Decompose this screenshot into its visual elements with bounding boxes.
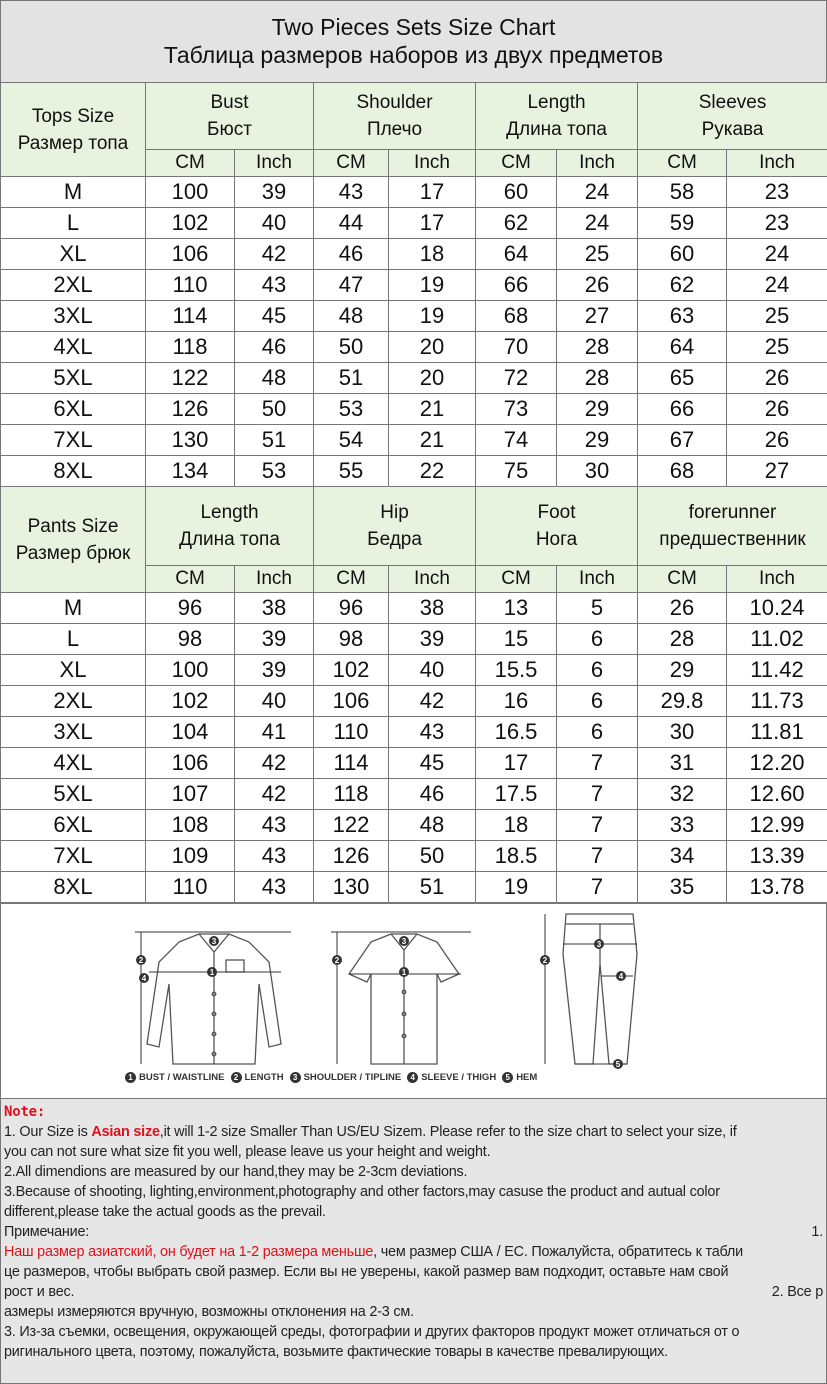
unit-inch: Inch [727,566,827,593]
tops-value-cell: 50 [235,394,314,425]
tops-value-cell: 26 [727,394,827,425]
unit-cm: CM [638,150,727,177]
unit-inch: Inch [389,150,476,177]
tops-value-cell: 64 [476,239,557,270]
pants-size-header: Pants Size Размер брюк [1,487,146,593]
pants-value-cell: 43 [235,810,314,841]
pants-value-cell: 11.73 [727,686,827,717]
svg-text:2: 2 [542,956,548,965]
svg-text:3: 3 [596,940,602,949]
tops-value-cell: 62 [476,208,557,239]
unit-inch: Inch [389,566,476,593]
legend-label: LENGTH [244,1072,284,1083]
pants-size-cell: XL [1,655,146,686]
tops-value-cell: 28 [557,363,638,394]
pants-value-cell: 16 [476,686,557,717]
tops-value-cell: 106 [146,239,235,270]
pants-value-cell: 15 [476,624,557,655]
unit-inch: Inch [235,566,314,593]
pants-value-cell: 42 [389,686,476,717]
pants-row [1,593,827,624]
pants-value-cell: 39 [235,624,314,655]
note-line-3: 2.All dimendions are measured by our hand,they may be 2-3cm deviations. [4,1164,468,1180]
pants-row [1,810,827,841]
tops-value-cell: 43 [314,177,389,208]
pants-value-cell: 29 [638,655,727,686]
pants-col-hip: Hip Бедра [314,487,476,566]
unit-inch: Inch [557,566,638,593]
tops-col-shoulder: Shoulder Плечо [314,83,476,150]
pants-value-cell: 10.24 [727,593,827,624]
pants-value-cell: 33 [638,810,727,841]
tops-value-cell: 55 [314,456,389,487]
tops-col-length: Length Длина топа [476,83,638,150]
tops-size-cell: 5XL [1,363,146,394]
tops-value-cell: 26 [557,270,638,301]
pants-value-cell: 38 [235,593,314,624]
pants-size-table [0,486,827,903]
note-line-11: 3. Из-за съемки, освещения, окружающей среды, фотографии и других факторов продукт может отличаться от о [4,1324,740,1340]
tops-size-cell: 2XL [1,270,146,301]
tops-value-cell: 39 [235,177,314,208]
chart-title [0,0,827,83]
pants-row [1,841,827,872]
pants-value-cell: 110 [146,872,235,903]
notes-panel [0,1098,827,1384]
pants-value-cell: 6 [557,717,638,748]
pants-value-cell: 35 [638,872,727,903]
pants-value-cell: 130 [314,872,389,903]
pants-value-cell: 96 [146,593,235,624]
tops-value-cell: 59 [638,208,727,239]
tops-value-cell: 29 [557,425,638,456]
tops-value-cell: 51 [235,425,314,456]
pants-value-cell: 96 [314,593,389,624]
pants-value-cell: 102 [314,655,389,686]
pants-value-cell: 6 [557,655,638,686]
pants-sketch [563,914,637,1064]
pants-row [1,686,827,717]
pants-value-cell: 12.60 [727,779,827,810]
svg-text:1: 1 [401,968,407,977]
tops-value-cell: 30 [557,456,638,487]
tops-size-table [0,82,827,487]
pants-value-cell: 43 [389,717,476,748]
tops-size-cell: L [1,208,146,239]
pants-value-cell: 18 [476,810,557,841]
svg-text:5: 5 [615,1060,621,1069]
tops-value-cell: 102 [146,208,235,239]
pants-col-length: Length Длина топа [146,487,314,566]
pants-value-cell: 98 [146,624,235,655]
pants-value-cell: 107 [146,779,235,810]
tops-value-cell: 46 [314,239,389,270]
pants-size-cell: 4XL [1,748,146,779]
legend-label: SHOULDER / TIPLINE [303,1072,402,1083]
tops-row [1,239,827,270]
tops-row [1,177,827,208]
pants-size-cell: 6XL [1,810,146,841]
pants-value-cell: 30 [638,717,727,748]
tops-value-cell: 100 [146,177,235,208]
pants-value-cell: 126 [314,841,389,872]
pants-value-cell: 42 [235,748,314,779]
pants-row [1,624,827,655]
tops-header-row [1,83,827,150]
note-line-12: ригинального цвета, поэтому, пожалуйста, возьмите фактические товары в качестве превалирующих. [4,1344,668,1360]
note-label: Note: [4,1104,46,1120]
tops-value-cell: 19 [389,301,476,332]
tops-value-cell: 72 [476,363,557,394]
pants-value-cell: 5 [557,593,638,624]
tops-size-cell: 7XL [1,425,146,456]
unit-cm: CM [314,566,389,593]
tops-value-cell: 48 [314,301,389,332]
pants-value-cell: 7 [557,779,638,810]
pants-size-cell: 7XL [1,841,146,872]
tops-value-cell: 48 [235,363,314,394]
pants-value-cell: 39 [235,655,314,686]
unit-cm: CM [314,150,389,177]
tops-row [1,332,827,363]
tops-value-cell: 19 [389,270,476,301]
tops-value-cell: 20 [389,332,476,363]
tops-value-cell: 74 [476,425,557,456]
pants-value-cell: 100 [146,655,235,686]
tops-value-cell: 21 [389,425,476,456]
legend-number-badge: 5 [502,1072,513,1083]
pants-value-cell: 11.02 [727,624,827,655]
unit-cm: CM [476,566,557,593]
tops-value-cell: 73 [476,394,557,425]
tops-value-cell: 25 [557,239,638,270]
pants-value-cell: 13.78 [727,872,827,903]
tops-body [1,177,827,487]
pants-value-cell: 7 [557,841,638,872]
tops-row [1,363,827,394]
tops-value-cell: 23 [727,208,827,239]
pants-value-cell: 32 [638,779,727,810]
unit-cm: CM [146,150,235,177]
garment-sketches [1,904,826,1098]
diagram-legend [125,1072,537,1083]
svg-text:4: 4 [618,972,624,981]
tops-size-cell: 3XL [1,301,146,332]
tops-row [1,270,827,301]
note-line-10: азмеры измеряются вручную, возможны отклонения на 2-3 см. [4,1304,414,1320]
tops-value-cell: 50 [314,332,389,363]
tops-value-cell: 75 [476,456,557,487]
unit-cm: CM [146,566,235,593]
pants-value-cell: 18.5 [476,841,557,872]
tops-value-cell: 130 [146,425,235,456]
tops-value-cell: 24 [727,270,827,301]
pants-col-foot: Foot Нога [476,487,638,566]
tops-value-cell: 64 [638,332,727,363]
pants-value-cell: 48 [389,810,476,841]
tops-size-cell: M [1,177,146,208]
tops-value-cell: 110 [146,270,235,301]
pants-row [1,748,827,779]
pants-value-cell: 106 [146,748,235,779]
tops-value-cell: 17 [389,177,476,208]
tops-value-cell: 18 [389,239,476,270]
pants-value-cell: 102 [146,686,235,717]
legend-number-badge: 3 [290,1072,301,1083]
tops-row [1,394,827,425]
pants-col-forerunner: forerunner предшественник [638,487,827,566]
pants-value-cell: 7 [557,872,638,903]
pants-size-cell: 2XL [1,686,146,717]
tops-col-bust: Bust Бюст [146,83,314,150]
pants-value-cell: 42 [235,779,314,810]
pants-value-cell: 108 [146,810,235,841]
pants-value-cell: 6 [557,624,638,655]
unit-cm: CM [476,150,557,177]
tops-value-cell: 68 [638,456,727,487]
tops-value-cell: 62 [638,270,727,301]
tops-value-cell: 45 [235,301,314,332]
tops-value-cell: 53 [235,456,314,487]
pants-value-cell: 17 [476,748,557,779]
short-shirt-sketch [349,934,459,1064]
tops-value-cell: 42 [235,239,314,270]
tops-value-cell: 26 [727,363,827,394]
tops-size-cell: 6XL [1,394,146,425]
svg-text:3: 3 [401,937,407,946]
tops-value-cell: 126 [146,394,235,425]
pants-value-cell: 39 [389,624,476,655]
pants-value-cell: 45 [389,748,476,779]
tops-row [1,425,827,456]
tops-value-cell: 67 [638,425,727,456]
tops-size-cell: 4XL [1,332,146,363]
tops-value-cell: 22 [389,456,476,487]
note-line-6: Примечание: 1. [4,1224,823,1240]
pants-row [1,717,827,748]
tops-value-cell: 47 [314,270,389,301]
pants-value-cell: 12.99 [727,810,827,841]
pants-value-cell: 110 [314,717,389,748]
pants-value-cell: 38 [389,593,476,624]
tops-value-cell: 70 [476,332,557,363]
pants-value-cell: 11.81 [727,717,827,748]
pants-value-cell: 11.42 [727,655,827,686]
pants-value-cell: 28 [638,624,727,655]
pants-value-cell: 13.39 [727,841,827,872]
tops-row [1,456,827,487]
tops-row [1,208,827,239]
tops-value-cell: 118 [146,332,235,363]
tops-value-cell: 43 [235,270,314,301]
pants-value-cell: 43 [235,841,314,872]
title-ru: Таблица размеров наборов из двух предметов [163,42,664,68]
note-line-9: рост и вес. 2. Все р [4,1284,823,1300]
tops-value-cell: 122 [146,363,235,394]
tops-value-cell: 60 [638,239,727,270]
unit-inch: Inch [557,150,638,177]
pants-value-cell: 26 [638,593,727,624]
svg-text:2: 2 [334,956,340,965]
tops-col-sleeves: Sleeves Рукава [638,83,827,150]
tops-value-cell: 58 [638,177,727,208]
note-line-2: you can not sure what size fit you well, please leave us your height and weight. [4,1144,491,1160]
tops-size-cell: XL [1,239,146,270]
tops-value-cell: 28 [557,332,638,363]
pants-body [1,593,827,903]
svg-text:2: 2 [138,956,144,965]
pants-value-cell: 41 [235,717,314,748]
note-line-4: 3.Because of shooting, lighting,environment,photography and other factors,may casuse the product and autual color [4,1184,720,1200]
tops-value-cell: 23 [727,177,827,208]
pants-value-cell: 17.5 [476,779,557,810]
pants-size-cell: 8XL [1,872,146,903]
pants-row [1,779,827,810]
note-line-8: це размеров, чтобы выбрать свой размер. Если вы не уверены, какой размер вам подходит, оставьте нам свой [4,1264,729,1280]
tops-size-header: Tops Size Размер топа [1,83,146,177]
pants-value-cell: 118 [314,779,389,810]
pants-value-cell: 43 [235,872,314,903]
tops-value-cell: 51 [314,363,389,394]
tops-value-cell: 29 [557,394,638,425]
pants-value-cell: 6 [557,686,638,717]
pants-value-cell: 50 [389,841,476,872]
tops-value-cell: 20 [389,363,476,394]
pants-row [1,655,827,686]
pants-value-cell: 40 [389,655,476,686]
pants-value-cell: 13 [476,593,557,624]
pants-value-cell: 109 [146,841,235,872]
note-line-5: different,please take the actual goods as the prevail. [4,1204,326,1220]
tops-value-cell: 24 [727,239,827,270]
pants-row [1,872,827,903]
pants-value-cell: 19 [476,872,557,903]
pants-size-cell: 5XL [1,779,146,810]
pants-value-cell: 34 [638,841,727,872]
tops-value-cell: 25 [727,301,827,332]
measurement-diagram [0,903,827,1099]
pants-size-cell: L [1,624,146,655]
tops-value-cell: 134 [146,456,235,487]
unit-cm: CM [638,566,727,593]
legend-label: SLEEVE / THIGH [421,1072,497,1083]
pants-value-cell: 104 [146,717,235,748]
tops-value-cell: 27 [557,301,638,332]
pants-value-cell: 12.20 [727,748,827,779]
tops-value-cell: 68 [476,301,557,332]
note-line-1: 1. Our Size is Asian size,it will 1-2 size Smaller Than US/EU Sizem. Please refer to the size chart to select your size, if [4,1124,737,1140]
legend-number-badge: 1 [125,1072,136,1083]
tops-value-cell: 24 [557,177,638,208]
tops-value-cell: 63 [638,301,727,332]
pants-value-cell: 51 [389,872,476,903]
tops-value-cell: 44 [314,208,389,239]
tops-value-cell: 46 [235,332,314,363]
tops-value-cell: 26 [727,425,827,456]
tops-value-cell: 25 [727,332,827,363]
pants-value-cell: 98 [314,624,389,655]
title-en: Two Pieces Sets Size Chart [271,14,556,40]
pants-value-cell: 15.5 [476,655,557,686]
pants-value-cell: 16.5 [476,717,557,748]
pants-value-cell: 29.8 [638,686,727,717]
pants-value-cell: 31 [638,748,727,779]
pants-value-cell: 7 [557,810,638,841]
pants-value-cell: 7 [557,748,638,779]
note-line-7: Наш размер азиатский, он будет на 1-2 размера меньше, чем размер США / ЕС. Пожалуйста, обратитесь к табли [4,1244,743,1260]
legend-number-badge: 2 [231,1072,242,1083]
unit-inch: Inch [235,150,314,177]
svg-text:1: 1 [209,968,215,977]
tops-value-cell: 21 [389,394,476,425]
unit-inch: Inch [727,150,827,177]
pants-value-cell: 122 [314,810,389,841]
pants-size-cell: M [1,593,146,624]
pants-header-row [1,487,827,566]
tops-size-cell: 8XL [1,456,146,487]
tops-value-cell: 65 [638,363,727,394]
tops-value-cell: 54 [314,425,389,456]
tops-value-cell: 114 [146,301,235,332]
tops-value-cell: 17 [389,208,476,239]
pants-value-cell: 46 [389,779,476,810]
pants-value-cell: 114 [314,748,389,779]
tops-value-cell: 66 [638,394,727,425]
pants-value-cell: 106 [314,686,389,717]
pants-value-cell: 40 [235,686,314,717]
svg-text:4: 4 [141,974,147,983]
tops-value-cell: 53 [314,394,389,425]
tops-value-cell: 24 [557,208,638,239]
legend-label: HEM [516,1072,538,1083]
legend-label: BUST / WAISTLINE [139,1072,225,1083]
tops-value-cell: 40 [235,208,314,239]
tops-value-cell: 60 [476,177,557,208]
svg-text:3: 3 [211,937,217,946]
pants-size-cell: 3XL [1,717,146,748]
tops-row [1,301,827,332]
shirt-sketch [147,934,281,1064]
tops-value-cell: 66 [476,270,557,301]
legend-number-badge: 4 [407,1072,418,1083]
tops-value-cell: 27 [727,456,827,487]
